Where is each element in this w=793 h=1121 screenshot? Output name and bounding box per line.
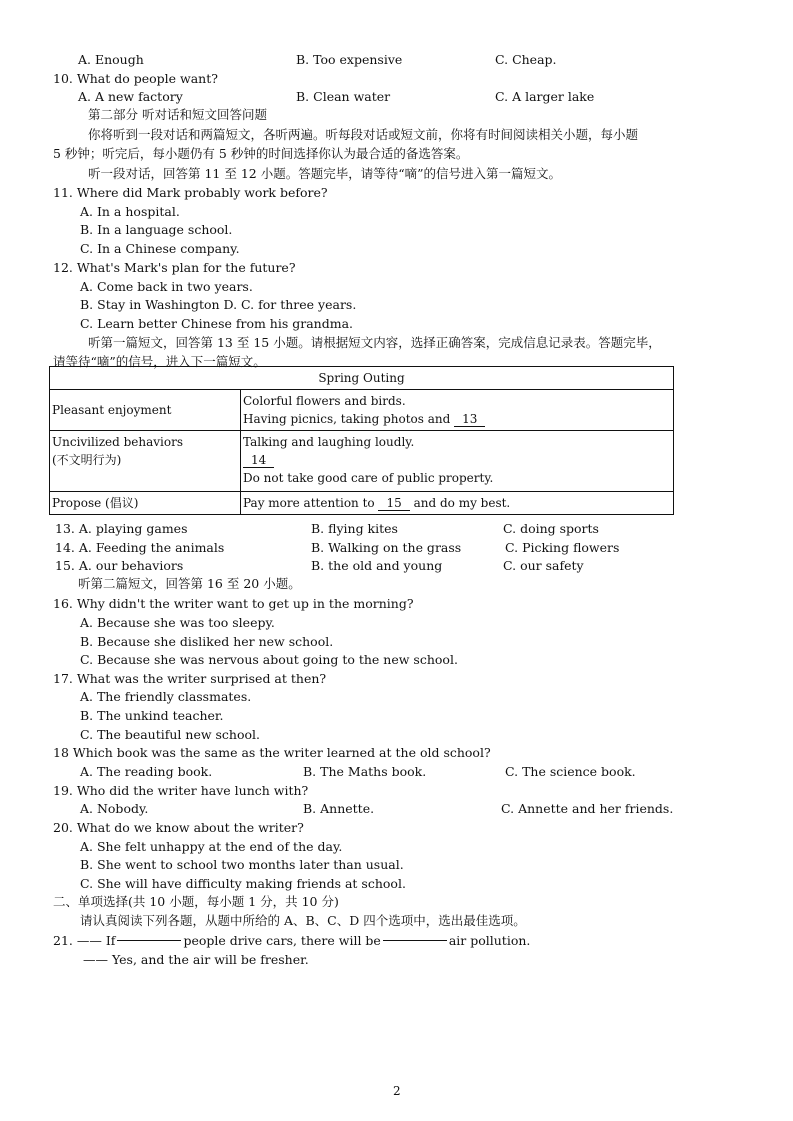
- q17-option-c: C. The beautiful new school.: [80, 727, 261, 742]
- table-title: Spring Outing: [50, 367, 674, 390]
- section2-title: 二、单项选择(共 10 小题，每小题 1 分，共 10 分): [53, 894, 339, 909]
- q12-stem: 12. What's Mark's plan for the future?: [53, 260, 296, 275]
- q21-dash: ——: [76, 933, 102, 948]
- page-number: 2: [393, 1084, 401, 1098]
- q10-option-a: A. A new factory: [78, 89, 183, 104]
- q11-stem: 11. Where did Mark probably work before?: [53, 185, 328, 200]
- row1-label: Pleasant enjoyment: [50, 390, 241, 431]
- q16-stem: 16. Why didn't the writer want to get up in the morning?: [53, 596, 414, 611]
- q11-option-a: A. In a hospital.: [80, 204, 180, 219]
- row1-line2-text: Having picnics, taking photos and: [243, 412, 451, 426]
- row2-label-en: Uncivilized behaviors: [52, 435, 184, 449]
- q21-part1: If: [105, 933, 116, 948]
- q10-option-c: C. A larger lake: [495, 89, 595, 104]
- q20-option-b: B. She went to school two months later than usual.: [80, 857, 404, 872]
- q20-option-c: C. She will have difficulty making friends at school.: [80, 876, 406, 891]
- q14-option-a: 14. A. Feeding the animals: [55, 540, 225, 555]
- q15-option-a: 15. A. our behaviors: [55, 558, 184, 573]
- q9-option-b: B. Too expensive: [296, 52, 403, 67]
- q19-option-c: C. Annette and her friends.: [501, 801, 674, 816]
- row1-line2: [243, 410, 671, 428]
- q9-option-c: C. Cheap.: [495, 52, 557, 67]
- q13-option-b: B. flying kites: [311, 521, 398, 536]
- q19-stem: 19. Who did the writer have lunch with?: [53, 783, 309, 798]
- q17-stem: 17. What was the writer surprised at then?: [53, 671, 327, 686]
- part2-intro-line1: 你将听到一段对话和两篇短文，各听两遍。听每段对话或短文前，你将有时间阅读相关小题，每小题: [88, 127, 639, 142]
- row2-content: [241, 431, 674, 492]
- q19-option-b: B. Annette.: [303, 801, 375, 816]
- q14-option-c: C. Picking flowers: [505, 540, 620, 555]
- q18-option-c: C. The science book.: [505, 764, 636, 779]
- q19-option-a: A. Nobody.: [80, 801, 149, 816]
- q16-option-c: C. Because she was nervous about going to the new school.: [80, 652, 458, 667]
- q15-option-c: C. our safety: [503, 558, 584, 573]
- q21-number: 21.: [53, 933, 73, 948]
- row3-post: and do my best.: [413, 496, 511, 510]
- spring-outing-table: [49, 366, 674, 515]
- q12-option-c: C. Learn better Chinese from his grandma.: [80, 316, 354, 331]
- row2-line1: Talking and laughing loudly.: [243, 435, 415, 449]
- q20-option-a: A. She felt unhappy at the end of the day.: [80, 839, 343, 854]
- q11-option-c: C. In a Chinese company.: [80, 241, 240, 256]
- row3-content: [241, 492, 674, 515]
- q20-stem: 20. What do we know about the writer?: [53, 820, 304, 835]
- q13-option-c: C. doing sports: [503, 521, 599, 536]
- q12-option-a: A. Come back in two years.: [80, 279, 253, 294]
- table-row: [50, 431, 674, 492]
- q14-option-b: B. Walking on the grass: [311, 540, 462, 555]
- dialog-instruction: 听一段对话，回答第 11 至 12 小题。答题完毕，请等待“嘀”的信号进入第一篇短文。: [88, 166, 561, 181]
- row2-label: [50, 431, 241, 492]
- q21-reply: —— Yes, and the air will be fresher.: [83, 952, 309, 967]
- table-title-row: [50, 367, 674, 390]
- q18-option-a: A. The reading book.: [80, 764, 213, 779]
- q15-option-b: B. the old and young: [311, 558, 443, 573]
- blank-14: 14: [243, 453, 274, 468]
- q12-option-b: B. Stay in Washington D. C. for three years.: [80, 297, 357, 312]
- passage1-instruction-line2: 请等待“嘀”的信号，进入下一篇短文。: [53, 354, 266, 369]
- q9-option-a: A. Enough: [78, 52, 144, 67]
- row2-label-cn: (不文明行为): [52, 453, 122, 467]
- row1-content: [241, 390, 674, 431]
- table-row: [50, 390, 674, 431]
- q13-option-a: 13. A. playing games: [55, 521, 188, 536]
- row3-pre: Pay more attention to: [243, 496, 375, 510]
- q21-blank-2: [383, 940, 447, 941]
- q16-option-a: A. Because she was too sleepy.: [80, 615, 275, 630]
- row1-line1: Colorful flowers and birds.: [243, 394, 406, 408]
- q16-option-b: B. Because she disliked her new school.: [80, 634, 334, 649]
- row2-line3: Do not take good care of public property.: [243, 471, 494, 485]
- q21-blank-1: [117, 940, 181, 941]
- passage2-instruction: 听第二篇短文，回答第 16 至 20 小题。: [78, 576, 301, 591]
- row3-label: Propose (倡议): [50, 492, 241, 515]
- q21-part2: people drive cars, there will be: [183, 933, 381, 948]
- passage1-instruction-line1: 听第一篇短文，回答第 13 至 15 小题。请根据短文内容，选择正确答案，完成信息记录表。答题完毕，: [88, 335, 661, 350]
- q18-option-b: B. The Maths book.: [303, 764, 427, 779]
- q21-part3: air pollution.: [448, 933, 531, 948]
- q10-stem: 10. What do people want?: [53, 71, 218, 86]
- blank-15: 15: [378, 496, 409, 511]
- blank-13: 13: [454, 412, 485, 427]
- q21-line1: [53, 933, 530, 949]
- q17-option-b: B. The unkind teacher.: [80, 708, 224, 723]
- q11-option-b: B. In a language school.: [80, 222, 233, 237]
- table-row: [50, 492, 674, 515]
- q17-option-a: A. The friendly classmates.: [80, 689, 252, 704]
- part2-intro-line2: 5 秒钟；听完后，每小题仍有 5 秒钟的时间选择你认为最合适的备选答案。: [53, 146, 469, 161]
- q18-stem: 18 Which book was the same as the writer learned at the old school?: [53, 745, 491, 760]
- q10-option-b: B. Clean water: [296, 89, 391, 104]
- part2-title: 第二部分 听对话和短文回答问题: [88, 107, 267, 122]
- row2-line2: [243, 451, 671, 469]
- section2-instruction: 请认真阅读下列各题，从题中所给的 A、B、C、D 四个选项中，选出最佳选项。: [80, 913, 526, 928]
